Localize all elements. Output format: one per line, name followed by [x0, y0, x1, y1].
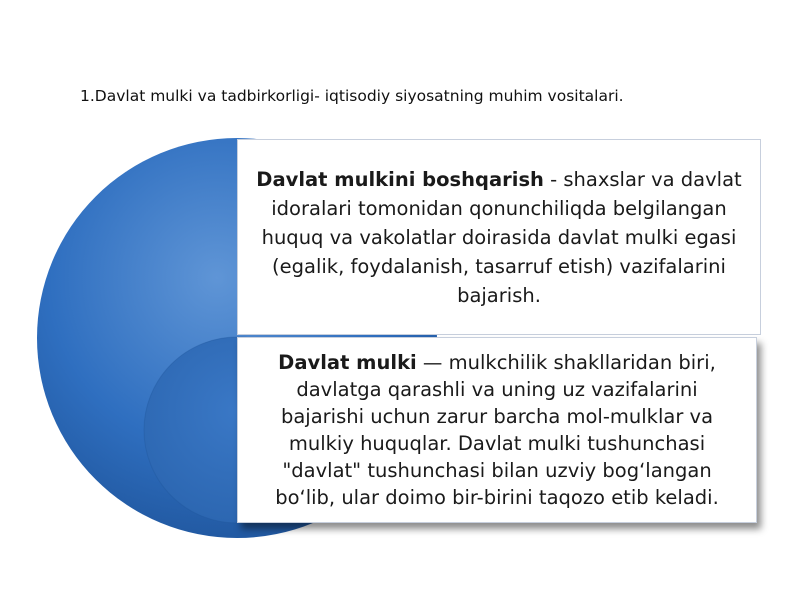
term-state-property: Davlat mulki	[278, 351, 417, 374]
definition-box-property-management	[237, 139, 761, 335]
slide-heading: 1.Davlat mulki va tadbirkorligi- iqtisodiy siyosatning muhim vositalari.	[80, 87, 624, 105]
definition-state-property: — mulkchilik shakllaridan biri, davlatga qarashli va uning uz vazifalarini bajarishi uchun zarur barcha mol-mulklar va mulkiy huquqlar. Davlat mulki tushunchasi "davlat" tushunchasi bilan uzviy bogʻlangan boʻlib, ular doimo bir-birini taqozo etib keladi.	[275, 351, 719, 509]
definition-property-management: - shaxslar va davlat idoralari tomonidan qonunchiliqda belgilangan huquq va vakolatlar doirasida davlat mulki egasi (egalik, foydalanish, tasarruf etish) vazifalarini bajarish.	[261, 167, 742, 307]
term-property-management: Davlat mulkini boshqarish	[256, 167, 544, 191]
definition-box-state-property	[237, 337, 757, 523]
